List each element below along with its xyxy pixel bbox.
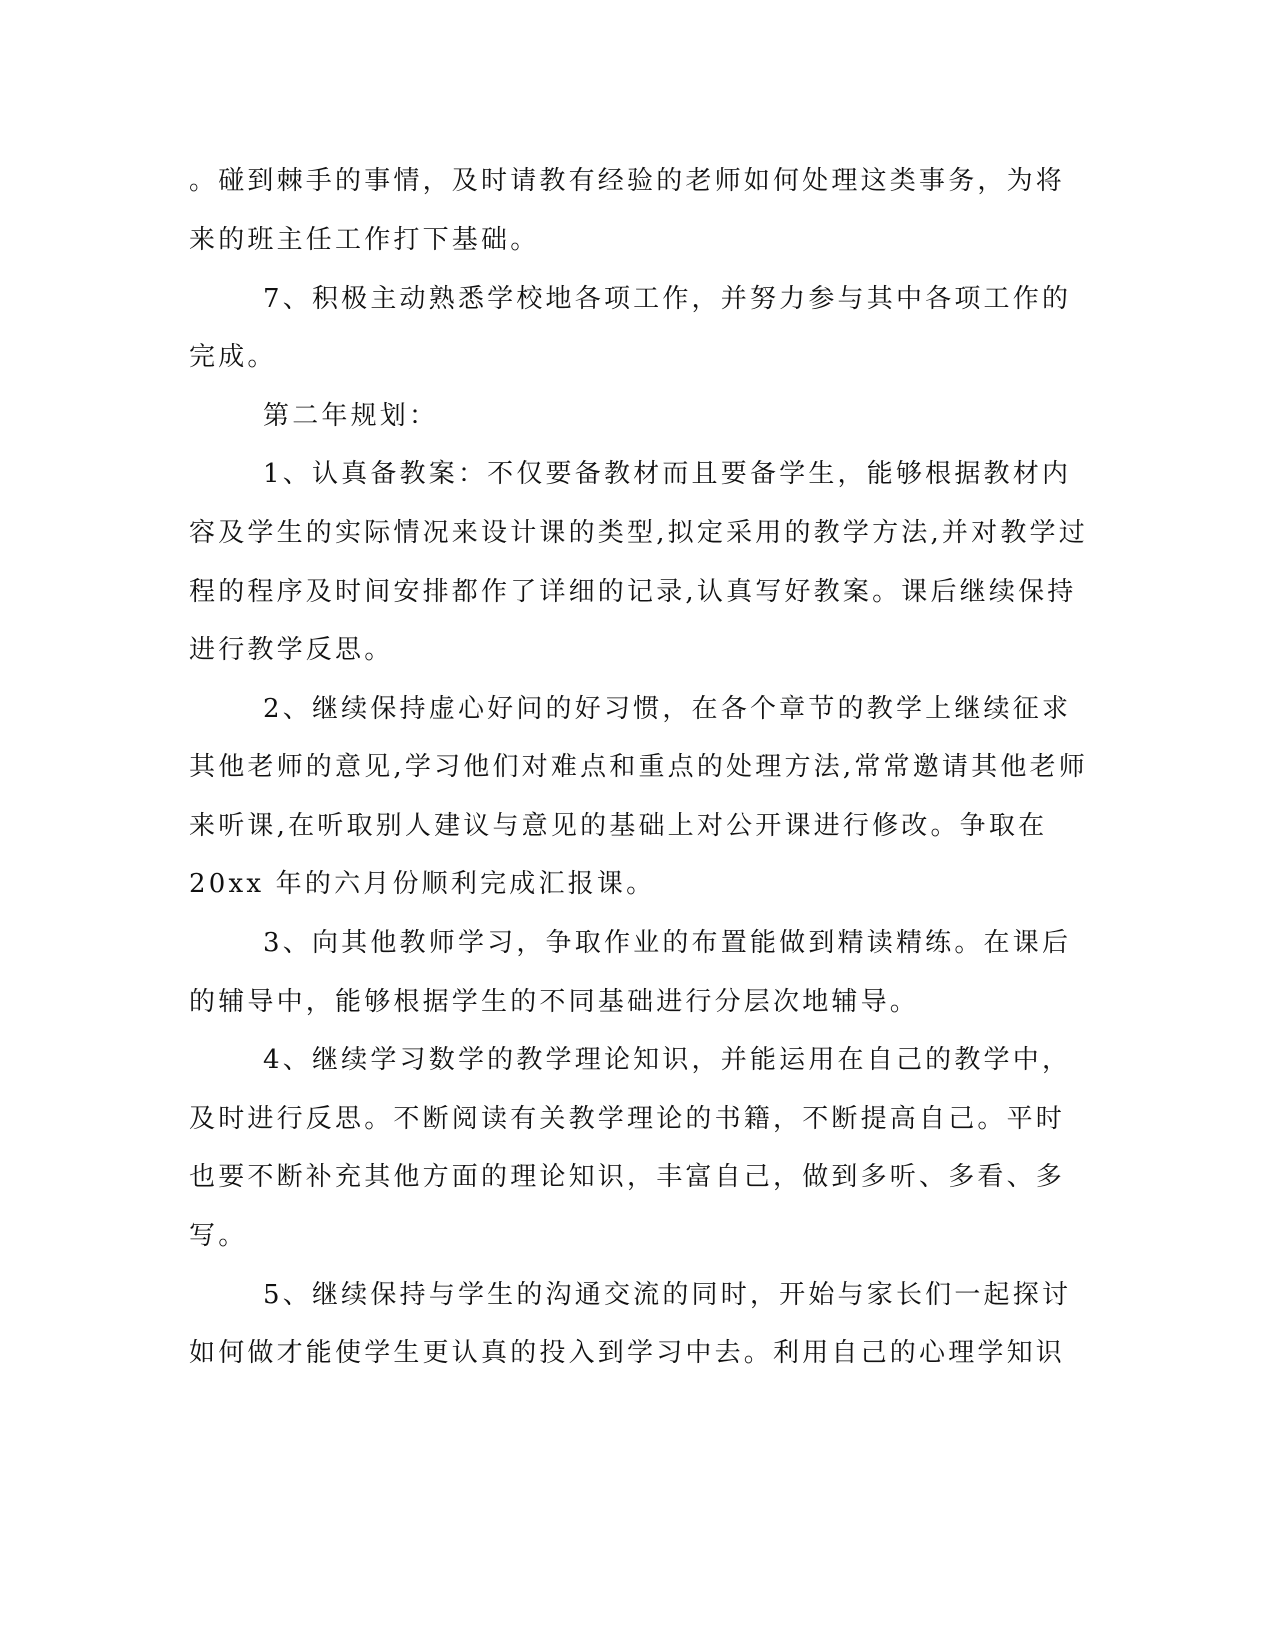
text-line: 1、认真备教案：不仅要备教材而且要备学生，能够根据教材内	[263, 459, 1072, 489]
text-line: 如何做才能使学生更认真的投入到学习中去。利用自己的心理学知识	[189, 1338, 1066, 1368]
section-heading: 第二年规划：	[263, 401, 439, 431]
text-line: 4、继续学习数学的教学理论知识，并能运用在自己的教学中，	[263, 1045, 1072, 1075]
text-line: 进行教学反思。	[189, 635, 394, 665]
text-line: 。碰到棘手的事情，及时请教有经验的老师如何处理这类事务，为将	[189, 166, 1066, 196]
text-line: 20xx 年的六月份顺利完成汇报课。	[189, 869, 656, 899]
text-line: 其他老师的意见,学习他们对难点和重点的处理方法,常常邀请其他老师	[189, 752, 1088, 782]
text-line: 来的班主任工作打下基础。	[189, 225, 540, 255]
text-line: 来听课,在听取别人建议与意见的基础上对公开课进行修改。争取在	[189, 811, 1048, 841]
text-line: 7、积极主动熟悉学校地各项工作，并努力参与其中各项工作的	[263, 284, 1072, 314]
text-line: 容及学生的实际情况来设计课的类型,拟定采用的教学方法,并对教学过	[189, 518, 1088, 548]
text-line: 也要不断补充其他方面的理论知识，丰富自己，做到多听、多看、多	[189, 1162, 1066, 1192]
text-line: 及时进行反思。不断阅读有关教学理论的书籍，不断提高自己。平时	[189, 1104, 1066, 1134]
text-line: 完成。	[189, 342, 277, 372]
text-line: 5、继续保持与学生的沟通交流的同时，开始与家长们一起探讨	[263, 1280, 1072, 1310]
text-line: 程的程序及时间安排都作了详细的记录,认真写好教案。课后继续保持	[189, 577, 1077, 607]
text-line: 3、向其他教师学习，争取作业的布置能做到精读精练。在课后	[263, 928, 1072, 958]
text-line: 2、继续保持虚心好问的好习惯，在各个章节的教学上继续征求	[263, 694, 1072, 724]
text-line: 的辅导中，能够根据学生的不同基础进行分层次地辅导。	[189, 987, 920, 1017]
text-line: 写。	[189, 1221, 248, 1251]
